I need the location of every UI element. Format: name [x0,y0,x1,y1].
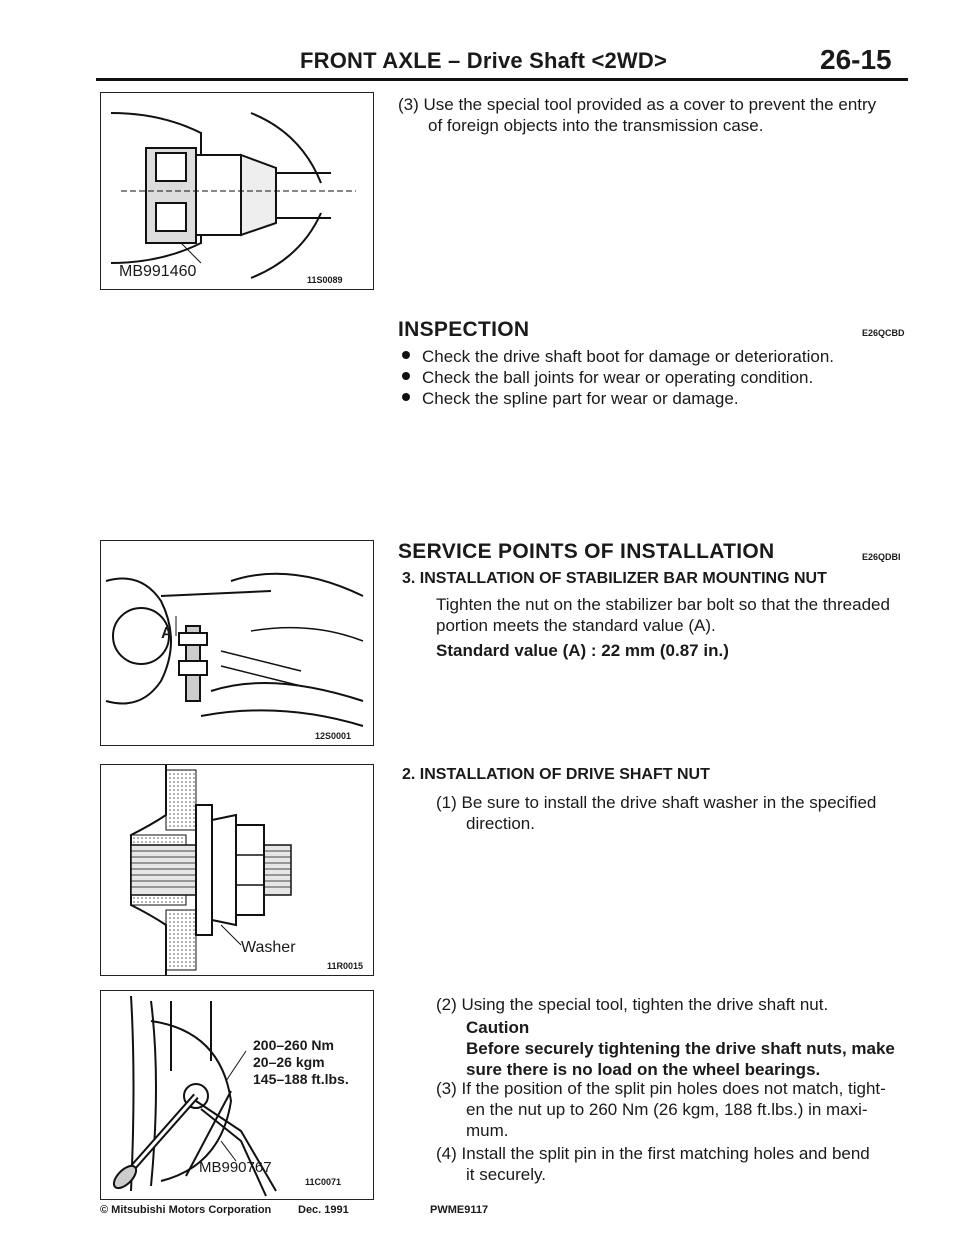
figure-code: 11R0015 [327,961,364,971]
list-item: Check the spline part for wear or damage. [402,388,912,409]
inspection-heading: INSPECTION [398,318,530,341]
step-text: Install the split pin in the first matching holes and bend [461,1144,870,1163]
item2-step1 [436,792,912,834]
step-text: Be sure to install the drive shaft washer in the specified [461,793,877,812]
caution-title: Caution [466,1018,530,1037]
stabilizer-bar-drawing [101,541,373,745]
step-text-cont: en the nut up to 260 Nm (26 kgm, 188 ft.lbs.) in maxi- [466,1100,868,1119]
dimension-label-a: A [161,625,173,642]
item3-heading: 3. INSTALLATION OF STABILIZER BAR MOUNTING NUT [402,570,827,587]
step-number: (4) [436,1144,457,1163]
step-text-cont: mum. [466,1121,509,1140]
list-item: Check the drive shaft boot for damage or deterioration. [402,346,912,367]
item2-step2 [436,994,912,1080]
transmission-case-drawing [101,93,373,289]
step-text-cont: direction. [466,814,535,833]
item2-step4 [436,1143,912,1185]
figure-code: 11C0071 [305,1177,342,1187]
step-number: (1) [436,793,457,812]
service-heading: SERVICE POINTS OF INSTALLATION [398,540,775,563]
list-item: Check the ball joints for wear or operating condition. [402,367,912,388]
page-number: 26-15 [820,44,892,75]
footer-doc-code: PWME9117 [430,1204,489,1216]
item3-text: Tighten the nut on the stabilizer bar bolt so that the threaded [436,595,890,614]
step-text-cont: of foreign objects into the transmission case. [428,116,764,135]
figure-drive-shaft-nut-torque [100,990,374,1200]
tool-label: MB991460 [119,263,197,280]
washer-label: Washer [241,939,296,956]
item3-text-cont: portion meets the standard value (A). [436,616,716,635]
step-number: (2) [436,995,457,1014]
item2-heading: 2. INSTALLATION OF DRIVE SHAFT NUT [402,766,710,783]
figure-code: 12S0001 [315,731,352,741]
figure-stabilizer-bar [100,540,374,746]
footer-copyright: © Mitsubishi Motors Corporation [100,1204,272,1216]
figure-drive-shaft-washer [100,764,374,976]
washer-drawing [101,765,373,975]
item2-step3 [436,1078,912,1141]
tool-label: MB990767 [199,1159,272,1176]
step-3 [398,94,918,136]
torque-ftlbs-label: 145–188 ft.lbs. [253,1071,349,1087]
bullet-icon [402,372,410,380]
footer-date: Dec. 1991 [298,1204,349,1216]
step-text: Use the special tool provided as a cover to prevent the entry [423,95,877,114]
standard-value: Standard value (A) : 22 mm (0.87 in.) [436,641,729,660]
torque-kgm-label: 20–26 kgm [253,1054,325,1070]
bullet-icon [402,351,410,359]
torque-nm-label: 200–260 Nm [253,1037,334,1053]
step-text: If the position of the split pin holes does not match, tight- [461,1079,886,1098]
step-text-cont: it securely. [466,1165,546,1184]
header-rule [96,78,908,81]
inspection-list [402,346,912,409]
step-text: Using the special tool, tighten the drive shaft nut. [461,995,829,1014]
page-title: FRONT AXLE – Drive Shaft <2WD> [300,48,668,73]
item3-body [436,594,912,661]
figure-transmission-cover-tool [100,92,374,290]
figure-code: 11S0089 [307,275,343,285]
bullet-icon [402,393,410,401]
step-number: (3) [398,95,419,114]
step-number: (3) [436,1079,457,1098]
caution-text-cont: sure there is no load on the wheel bearings. [466,1060,821,1079]
caution-text: Before securely tightening the drive shaft nuts, make [466,1039,895,1058]
inspection-code: E26QCBD [862,328,905,338]
service-code: E26QDBI [862,552,901,562]
